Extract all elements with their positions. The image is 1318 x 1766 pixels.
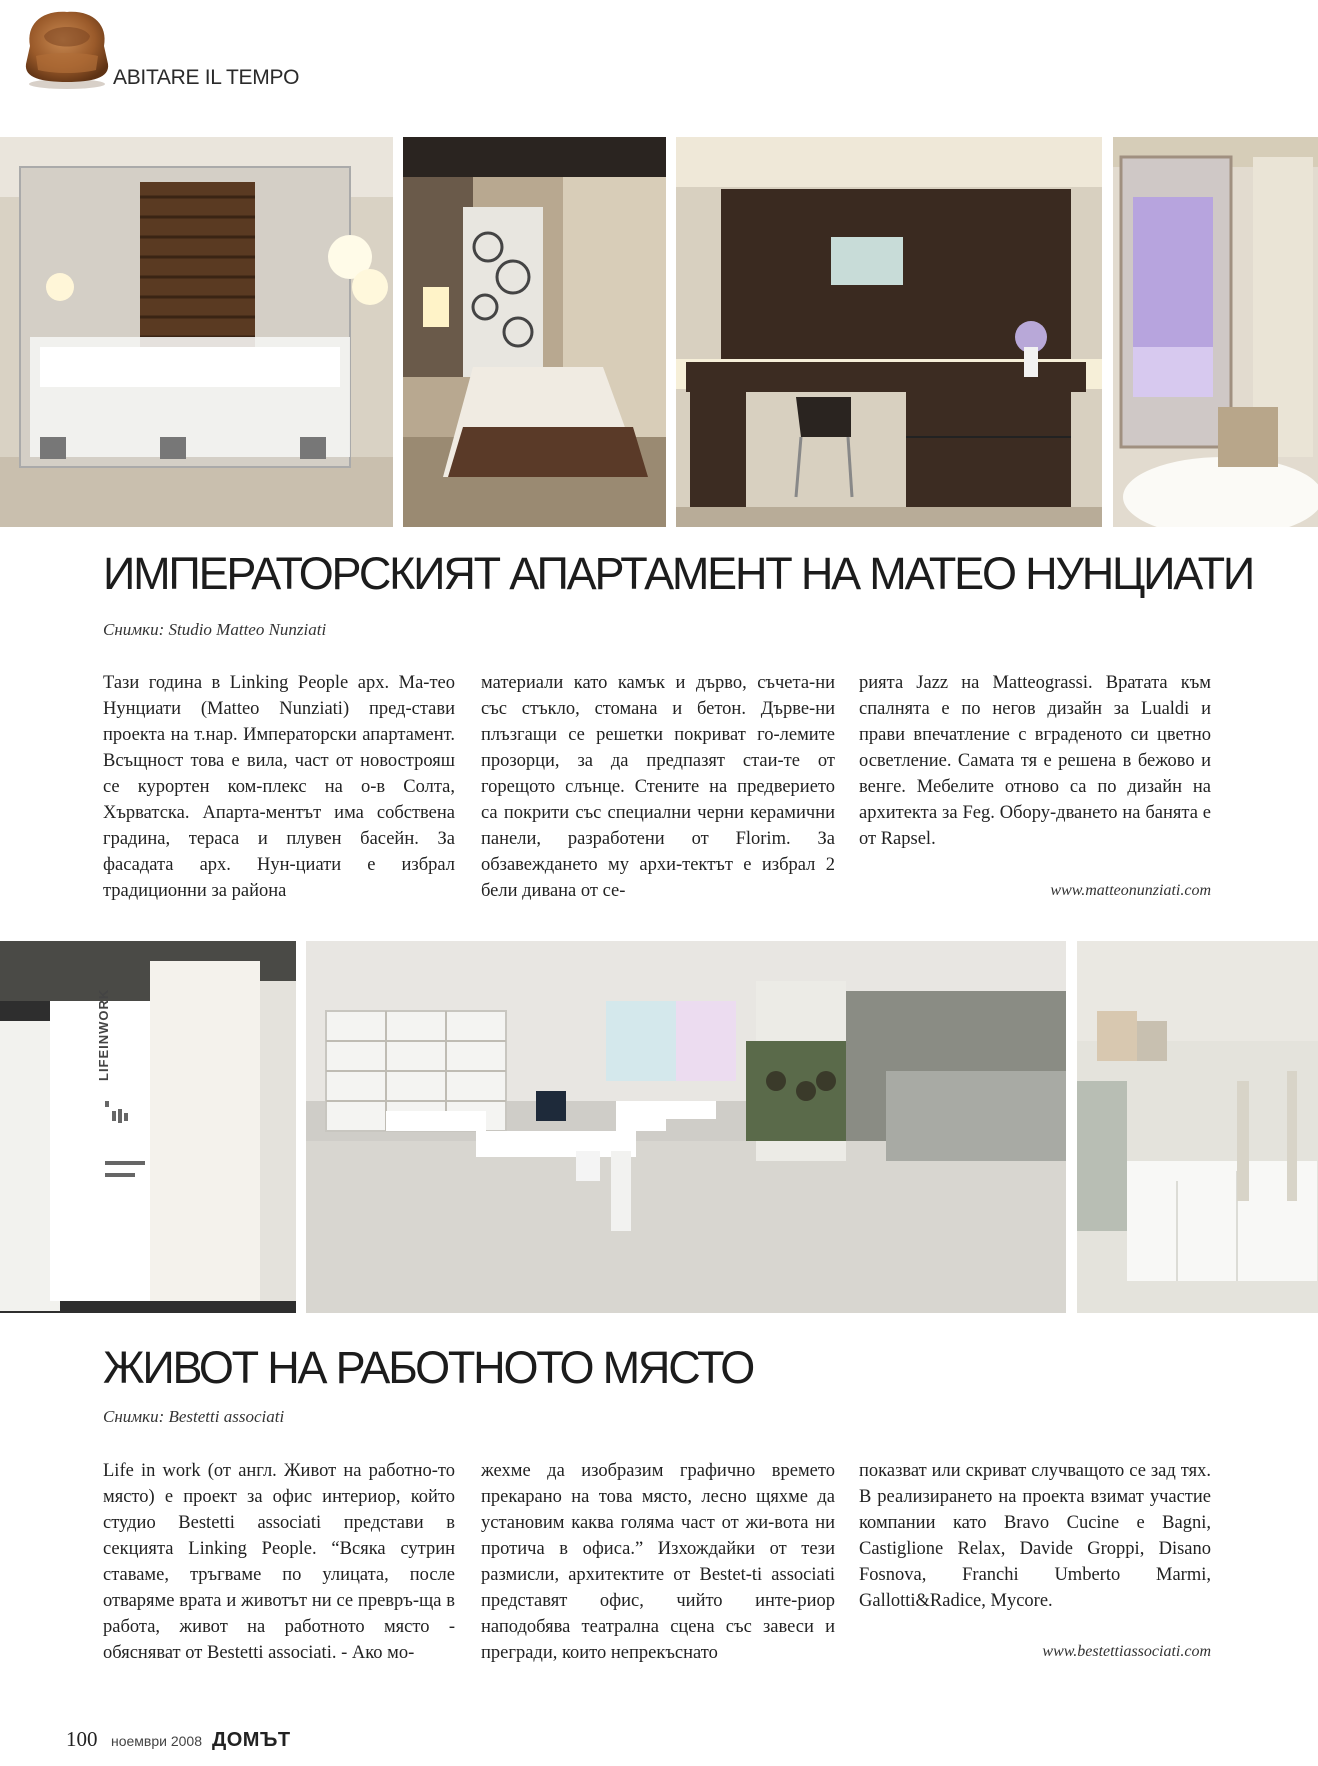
booth-lettering: LIFEINWORK (96, 988, 111, 1081)
article-2-url[interactable]: www.bestettiassociati.com (1042, 1643, 1211, 1660)
page-number: 100 (66, 1727, 98, 1751)
section-label: ABITARE IL TEMPO (113, 66, 300, 89)
article-2-column-1: Life in work (от англ. Живот на работно-то място) е проект за офис интериор, който студио Bestetti associati представи в секцията Linking People. “Всяка сутрин ставаме, тръгваме по улицата, после отваряме врата и животът ни се превръ-ща в работа, живот на работното място - обясняват от Bestetti associati. - Ако мо- (103, 1461, 455, 1663)
armchair-icon (22, 6, 112, 90)
photo-bathroom (1113, 137, 1318, 527)
article-1-column-3: рията Jazz на Matteograssi. Вратата към спалнята е по негов дизайн за Lualdi и прави впечатление с вграденото си цветно осветление. Самата тя е решена в бежово и венге. Мебелите отново са по дизайн на архитекта за Feg. Обору-дването на банята е от Rapsel. (859, 673, 1211, 849)
photo-bedroom (403, 137, 666, 527)
article-2-column-3: показват или скриват случващото се зад тях. В реализирането на проекта взимат участие компании като Bravo Cucine e Bagni, Castiglione Relax, Davide Groppi, Disano Fosnova, Franchi Umberto Marmi, Gallotti&Radice, Mycore. (859, 1461, 1211, 1611)
photo-office-interior (306, 941, 1066, 1313)
issue-date: ноември 2008 (111, 1733, 203, 1749)
photo-study-desk (676, 137, 1102, 527)
article-1-url[interactable]: www.matteonunziati.com (1050, 882, 1211, 899)
article-1-column-1: Тази година в Linking People арх. Ма-тео Нунциати (Matteo Nunziati) пред-стави проекта на т.нар. Императорски апартамент. Всъщност това е вила, част от новострояш се курортен ком-плекс на о-в Солта, Хърватска. Апарта-ментът има собствена градина, тераса и плувен басейн. За фасадата арх. Нун-циати е избрал традиционни за района (103, 673, 455, 901)
magazine-name: ДОМЪТ (212, 1729, 291, 1751)
article-2-title: ЖИВОТ НА РАБОТНОТО МЯСТО (103, 1342, 754, 1393)
photo-villa-exterior (0, 137, 393, 527)
photo-lifeinwork-booth (0, 941, 296, 1313)
article-2-column-2: жехме да изобразим графично времето прекарано на това място, лесно щяхме да установим каква голяма част от жи-вота ни протича в офиса.” Изхождайки от тези размисли, архитектите от Bestet-ti associati представят офис, чийто инте-риор наподобява театрална сцена със завеси и прегради, които непрекъснато (481, 1461, 835, 1663)
article-1-column-2: материали като камък и дърво, съчета-ни със стъкло, стомана и бетон. Дърве-ни плъзгащи се решетки покриват го-лемите прозорци, за да предпазят стаи-те от горещото слънце. Стените на предверието са покрити със специални черни керамични панели, разработени от Florim. За обзавеждането му архи-тектът е избрал 2 бели дивана от се- (481, 673, 835, 901)
article-1-title: ИМПЕРАТОРСКИЯТ АПАРТАМЕНТ НА МАТЕО НУНЦИАТИ (103, 548, 1254, 599)
article-2-photo-credit: Снимки: Bestetti associati (103, 1407, 285, 1426)
photo-washroom (1077, 941, 1318, 1313)
article-1-photo-credit: Снимки: Studio Matteo Nunziati (103, 620, 327, 639)
